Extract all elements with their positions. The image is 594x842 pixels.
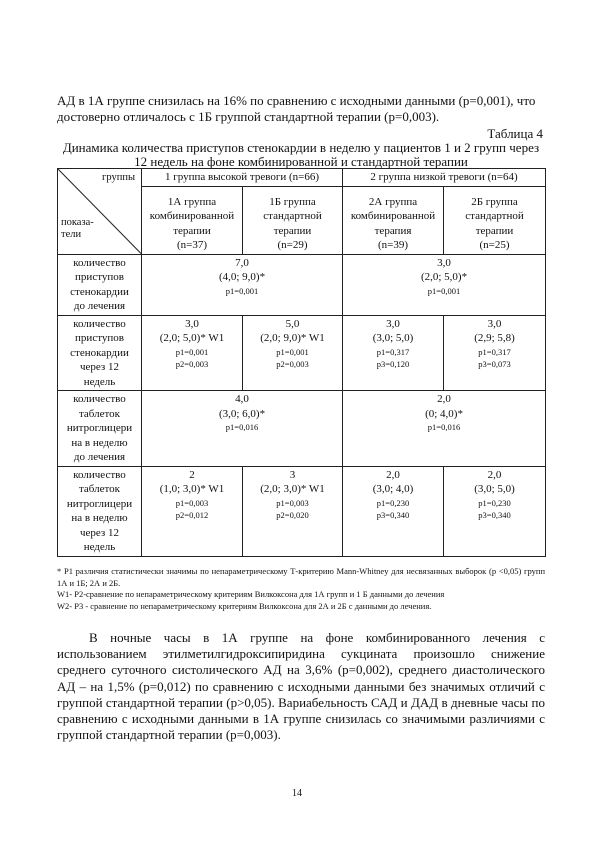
header-sub-1b: 1Б группа стандартной терапии (n=29) — [243, 186, 343, 254]
cell-range: (3,0; 6,0)* — [218, 407, 266, 420]
cell-value: 2,0 — [386, 468, 400, 481]
cell-range: (2,0; 5,0)* W1 — [159, 332, 225, 344]
cell-group2 — [343, 254, 546, 315]
cell-value: 7,0 — [235, 256, 249, 269]
cell-group1 — [142, 254, 343, 315]
table-title: Динамика количества приступов стенокардии в неделю у пациентов 1 и 2 групп через 12 недель на фоне комбинированной и стандартной терапии — [62, 140, 540, 169]
cell-p: р1=0,317 р3=0,120 — [376, 346, 410, 369]
cell-range: (0; 4,0)* — [425, 407, 463, 420]
intro-paragraph: АД в 1А группе снизилась на 16% по сравнению с исходными данными (р=0,001), что достоверно отличалось с 1Б группой стандартной терапии (р=0,003). — [57, 93, 536, 124]
table-row — [58, 391, 546, 467]
cell-value: 3,0 — [487, 317, 502, 330]
cell-p: р1=0,016 — [225, 422, 259, 432]
cell-p: р1=0,230 р3=0,340 — [376, 497, 410, 520]
body-paragraph: В ночные часы в 1А группе на фоне комбинированного лечения с использованием этилметилгидроксипиридина сукцината произошло снижение среднего суточного систолического АД на 3,6% (р=0,002), среднего диастолического АД – на 1,5% (р=0,012) по сравнению с исходными данными без значимых отличий с группой стандартной терапии (р>0,05). Вариабельность САД и ДАД в дневные часы по сравнению с исходными данными в 1А группе снизилась со значимыми различиями с группой стандартной терапии (р=0,003). — [57, 630, 545, 743]
cell-1b — [243, 466, 343, 556]
header-groups-label: группы — [102, 172, 135, 183]
header-sub-2a: 2А группа комбинированной терапия (n=39) — [343, 186, 444, 254]
cell-p: р1=0,317 р3=0,073 — [478, 346, 511, 369]
cell-p: р1=0,003 р2=0,012 — [175, 497, 209, 520]
cell-1a — [142, 315, 243, 391]
cell-range: (2,0; 3,0)* W1 — [260, 483, 325, 495]
cell-2a — [343, 315, 444, 391]
cell-range: (2,9; 5,8) — [474, 332, 515, 344]
cell-p: р1=0,003 р2=0,020 — [276, 497, 309, 520]
cell-value: 2 — [189, 468, 195, 481]
footnote: W2- Р3 - сравнение по непараметрическому критериям Вилкоксона для 2А и 2Б с данными до лечения. — [57, 600, 432, 611]
cell-p: р1=0,001 — [427, 285, 461, 296]
cell-value: 4,0 — [235, 393, 249, 405]
row-label: количество таблеток нитроглицери на в неделю до лечения — [58, 391, 142, 467]
cell-p: р1=0,016 — [427, 422, 461, 432]
row-label: количество приступов стенокардии до лечения — [58, 254, 142, 315]
cell-1a — [142, 466, 243, 556]
cell-range: (3,0; 4,0) — [372, 483, 414, 495]
cell-range: (3,0; 5,0) — [474, 483, 515, 495]
cell-range: (1,0; 3,0)* W1 — [159, 483, 225, 495]
header-sub-1a: 1А группа комбинированной терапии (n=37) — [142, 186, 243, 254]
cell-2a — [343, 466, 444, 556]
cell-value: 3 — [289, 468, 296, 481]
row-label: количество приступов стенокардии через 12 недель — [58, 315, 142, 391]
cell-range: (3,0; 5,0) — [372, 332, 414, 344]
cell-p: р1=0,001 — [225, 285, 259, 296]
table-footnotes — [57, 566, 545, 612]
header-group1: 1 группа высокой тревоги (n=66) — [142, 169, 343, 187]
header-sub-2b: 2Б группа стандартной терапии (n=25) — [444, 186, 546, 254]
cell-range: (2,0; 5,0)* — [420, 271, 468, 283]
cell-1b — [243, 315, 343, 391]
row-label: количество таблеток нитроглицери на в неделю через 12 недель — [58, 466, 142, 556]
cell-group1 — [142, 391, 343, 467]
cell-value: 3,0 — [386, 317, 400, 330]
cell-value: 3,0 — [185, 317, 199, 330]
data-table — [57, 168, 546, 557]
table-row — [58, 315, 546, 391]
header-indicators-label: показа- тели — [61, 217, 94, 240]
table-row — [58, 466, 546, 556]
cell-p: р1=0,001 р2=0,003 — [175, 346, 209, 369]
cell-value: 2,0 — [487, 468, 502, 481]
cell-group2 — [343, 391, 546, 467]
cell-p: р1=0,001 р2=0,003 — [276, 346, 309, 369]
cell-range: (4,0; 9,0)* — [218, 271, 266, 283]
header-group2: 2 группа низкой тревоги (n=64) — [343, 169, 546, 187]
footnote: W1- Р2-сравнение по непараметрическому критериям Вилкоксона для 1А групп и 1 Б данными до лечения — [57, 589, 445, 599]
footnote: * Р1 различия статистически значимы по непараметрическому Т-критерию Mann-Whitney для несвязанных выборок (р <0,05) групп 1А и 1Б; 2А и 2Б. — [57, 566, 545, 588]
header-corner-cell — [58, 169, 142, 255]
cell-2b — [444, 315, 546, 391]
cell-2b — [444, 466, 546, 556]
cell-value: 5,0 — [285, 317, 300, 330]
table-number: Таблица 4 — [487, 126, 543, 141]
page-number: 14 — [292, 788, 302, 799]
table-row — [58, 254, 546, 315]
cell-value: 3,0 — [437, 256, 451, 269]
table-header-row — [58, 169, 546, 187]
cell-value: 2,0 — [437, 393, 451, 405]
cell-range: (2,0; 9,0)* W1 — [260, 332, 325, 344]
cell-p: р1=0,230 р3=0,340 — [478, 497, 511, 520]
